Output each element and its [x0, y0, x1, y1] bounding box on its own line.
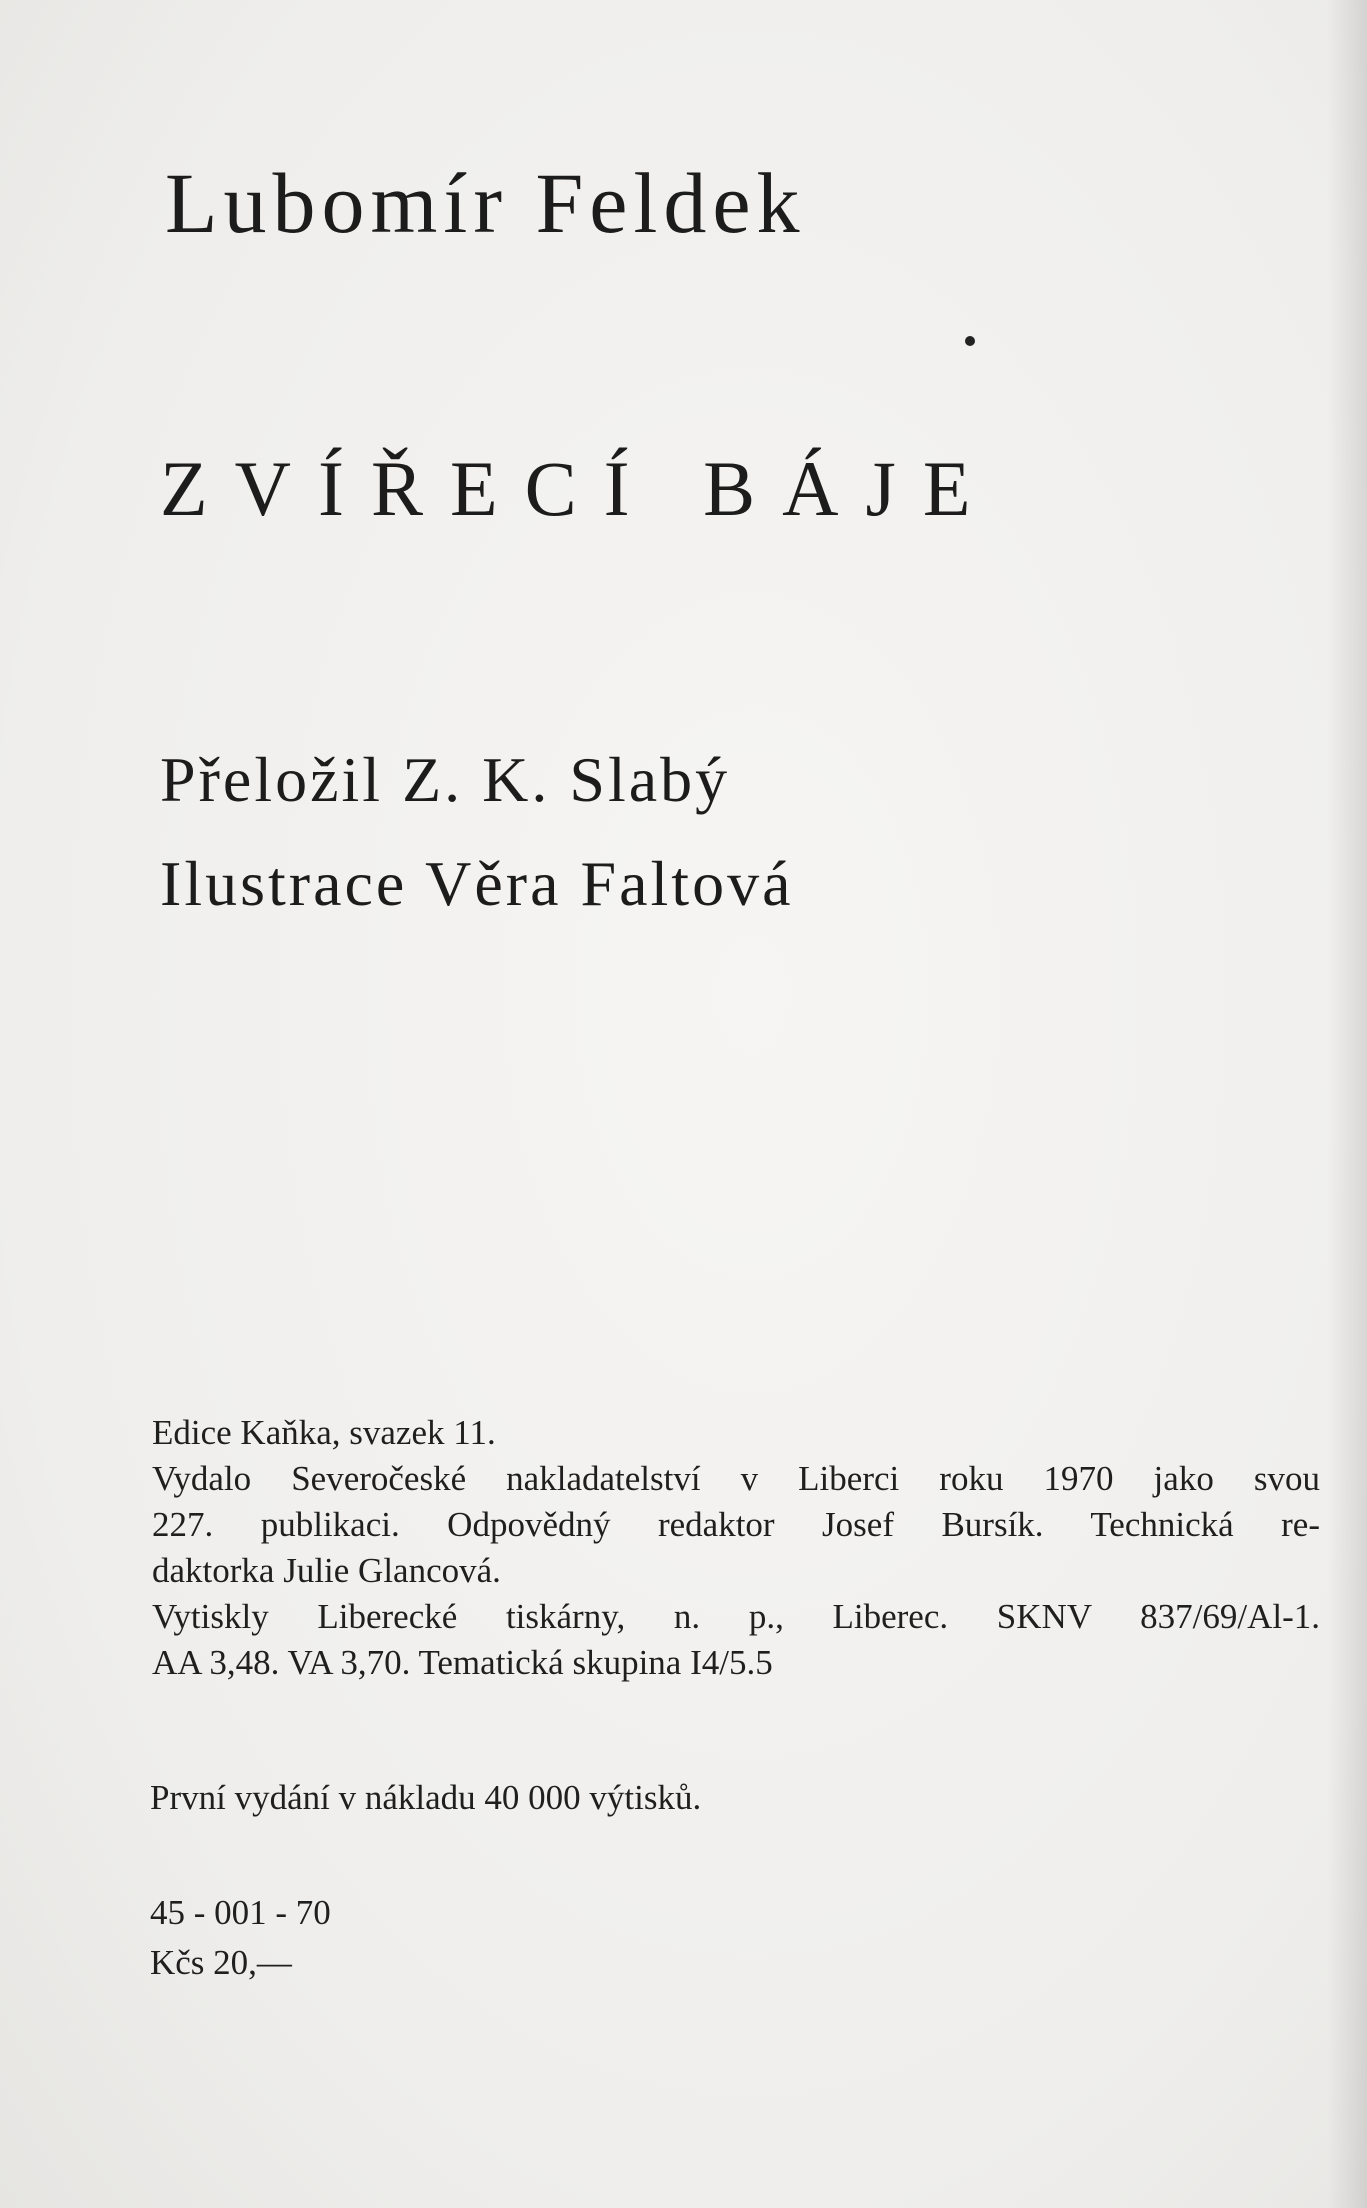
- imprint-line: AA 3,48. VA 3,70. Tematická skupina I4/5.5: [152, 1643, 773, 1682]
- imprint-line: Vytiskly Liberecké tiskárny, n. p., Liberec. SKNV 837/69/Al-1.: [152, 1597, 1320, 1636]
- edition-statement: První vydání v nákladu 40 000 výtisků.: [150, 1778, 702, 1817]
- imprint-block: [152, 1410, 1332, 1686]
- author-name: Lubomír Feldek: [165, 155, 806, 251]
- imprint-line: Edice Kaňka, svazek 11.: [152, 1413, 496, 1452]
- imprint-line: daktorka Julie Glancová.: [152, 1551, 501, 1590]
- illustrator-credit: Ilustrace Věra Faltová: [160, 848, 794, 919]
- page-edge-shadow: [1327, 0, 1367, 2208]
- publication-code: 45 - 001 - 70: [150, 1893, 331, 1932]
- ornament-dot: [965, 336, 975, 346]
- imprint-line: 227. publikaci. Odpovědný redaktor Josef Bursík. Technická re-: [152, 1505, 1320, 1544]
- imprint-line: Vydalo Severočeské nakladatelství v Liberci roku 1970 jako svou: [152, 1459, 1320, 1498]
- price: Kčs 20,—: [150, 1943, 292, 1982]
- translator-credit: Přeložil Z. K. Slabý: [160, 744, 731, 815]
- book-title: ZVÍŘECÍ BÁJE: [160, 445, 998, 532]
